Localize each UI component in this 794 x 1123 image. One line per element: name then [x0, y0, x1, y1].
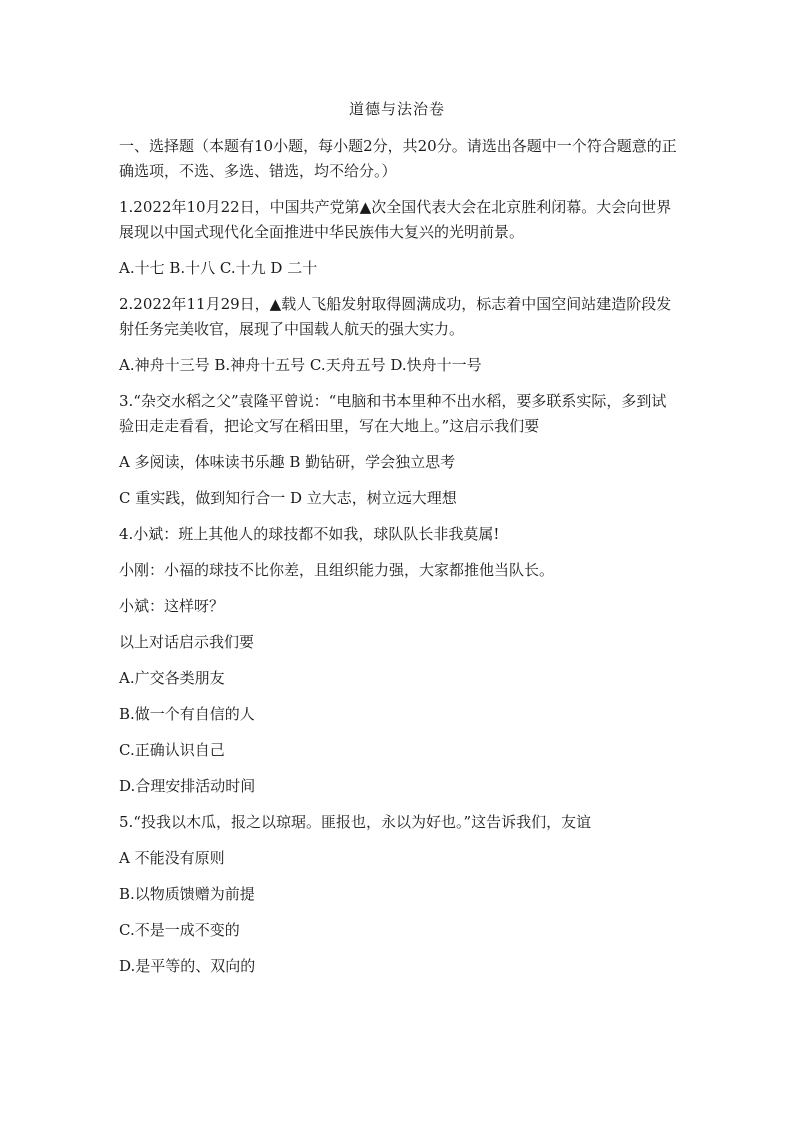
question-4-prompt: 以上对话启示我们要	[119, 633, 255, 651]
question-5-option-a: A 不能没有原则	[119, 849, 225, 867]
question-3-options-ab: A 多阅读，体味读书乐趣 B 勤钻研，学会独立思考	[119, 453, 456, 471]
question-1-stem: 1.2022年10月22日，中国共产党第▲次全国代表大会在北京胜利闭幕。大会向世界展现以中国式现代化全面推进中华民族伟大复兴的光明前景。	[119, 198, 672, 241]
question-4-dialog-2: 小刚：小福的球技不比你差，且组织能力强，大家都推他当队长。	[119, 561, 555, 579]
question-5-option-b: B.以物质馈赠为前提	[119, 885, 255, 903]
question-4-option-a: A.广交各类朋友	[119, 669, 225, 687]
question-4-dialog-1: 4.小斌：班上其他人的球技都不如我，球队队长非我莫属!	[119, 525, 500, 543]
question-3-options-cd: C 重实践，做到知行合一 D 立大志，树立远大理想	[119, 489, 457, 507]
question-1-options: A.十七 B.十八 C.十九 D 二十	[119, 259, 318, 277]
question-4-option-b: B.做一个有自信的人	[119, 705, 255, 723]
question-2-options: A.神舟十三号 B.神舟十五号 C.天舟五号 D.快舟十一号	[119, 356, 482, 374]
question-4-option-c: C.正确认识自己	[119, 741, 225, 759]
question-5-stem: 5.“投我以木瓜，报之以琼琚。匪报也，永以为好也。”这告诉我们，友谊	[119, 813, 592, 831]
exam-content	[119, 134, 679, 990]
question-4-option-d: D.合理安排活动时间	[119, 777, 256, 795]
question-5-option-c: C.不是一成不变的	[119, 921, 240, 939]
question-5-option-d: D.是平等的、双向的	[119, 957, 256, 975]
question-4-dialog-3: 小斌：这样呀？	[119, 597, 225, 615]
page-title: 道德与法治卷	[348, 100, 445, 118]
section-instructions: 一、选择题（本题有10小题，每小题2分，共20分。请选出各题中一个符合题意的正确选项，不选、多选、错选，均不给分。）	[119, 137, 677, 180]
question-3-stem: 3.“杂交水稻之父”袁隆平曾说：“电脑和书本里种不出水稻，要多联系实际，多到试验田走走看看，把论文写在稻田里，写在大地上。”这启示我们要	[119, 392, 667, 435]
question-2-stem: 2.2022年11月29日，▲载人飞船发射取得圆满成功，标志着中国空间站建造阶段发射任务完美收官，展现了中国载人航天的强大实力。	[119, 295, 672, 338]
